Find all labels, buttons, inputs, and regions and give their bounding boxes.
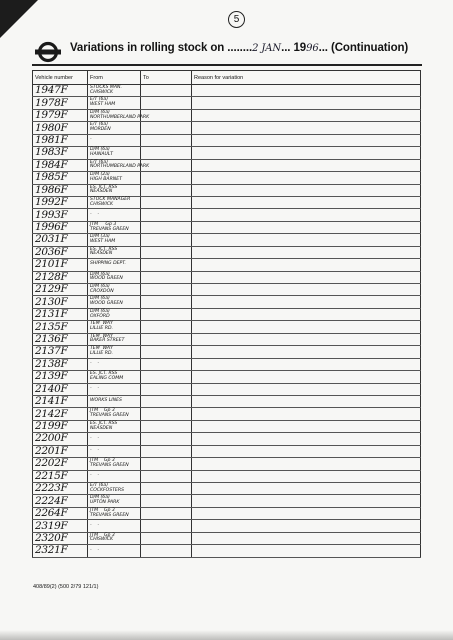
to-cell xyxy=(141,85,192,97)
from-location: - xyxy=(90,137,92,143)
from-location: D/M (3a) WEST HAM xyxy=(90,234,116,244)
reason-cell xyxy=(192,246,421,258)
vehicle-number-cell xyxy=(33,109,88,121)
from-cell xyxy=(88,532,141,544)
from-location: JTM Gp 3 TREVANS GREEN xyxy=(90,408,129,419)
to-cell xyxy=(141,184,192,196)
vehicle-number: 1984F xyxy=(35,158,68,171)
from-location: TEM WAY LILLIE RD. xyxy=(90,346,113,356)
from-location: JTM Gp 3 TREVANS GREEN xyxy=(90,507,129,518)
vehicle-number: 2101F xyxy=(35,258,68,271)
vehicle-number-cell xyxy=(33,209,88,221)
vehicle-number-cell xyxy=(33,383,88,395)
from-cell xyxy=(88,246,141,258)
vehicle-number-cell xyxy=(33,433,88,445)
vehicle-number: 1985F xyxy=(35,171,68,184)
from-cell xyxy=(88,420,141,432)
to-cell xyxy=(141,172,192,184)
reason-cell xyxy=(192,184,421,196)
vehicle-number: 2137F xyxy=(35,345,68,358)
to-cell xyxy=(141,122,192,134)
column-header-to: To xyxy=(141,71,192,85)
vehicle-number-cell xyxy=(33,196,88,208)
from-location: - - xyxy=(90,547,100,553)
reason-cell xyxy=(192,271,421,283)
to-cell xyxy=(141,321,192,333)
from-location: SHIPPING DEPT. xyxy=(90,261,127,267)
vehicle-number-cell xyxy=(33,147,88,159)
vehicle-number-cell xyxy=(33,308,88,320)
from-location: JTM Gp 3 TREVANS GREEN xyxy=(90,221,129,232)
to-cell xyxy=(141,333,192,345)
vehicle-number-cell xyxy=(33,296,88,308)
table-row xyxy=(33,321,421,333)
title-mid: ... 19 xyxy=(281,42,307,54)
from-cell xyxy=(88,296,141,308)
to-cell xyxy=(141,234,192,246)
table-row xyxy=(33,259,421,271)
vehicle-number: 2199F xyxy=(35,420,68,433)
table-row xyxy=(33,271,421,283)
from-cell xyxy=(88,520,141,532)
vehicle-number: 2128F xyxy=(35,270,68,283)
reason-cell xyxy=(192,147,421,159)
vehicle-number: 1981F xyxy=(35,133,68,146)
table-row xyxy=(33,545,421,557)
reason-cell xyxy=(192,458,421,470)
from-location: STOCK MANAGER CHISWICK xyxy=(90,196,131,207)
vehicle-number-cell xyxy=(33,495,88,507)
vehicle-number: 1992F xyxy=(35,196,68,209)
table-body xyxy=(33,85,421,558)
from-cell xyxy=(88,507,141,519)
vehicle-number-cell xyxy=(33,346,88,358)
reason-cell xyxy=(192,346,421,358)
from-location: ES. JCT. RSS EALING COMM xyxy=(90,371,124,381)
to-cell xyxy=(141,470,192,482)
table-row xyxy=(33,246,421,258)
vehicle-number: 1980F xyxy=(35,121,68,134)
from-cell xyxy=(88,134,141,146)
vehicle-number: 2141F xyxy=(35,395,68,408)
reason-cell xyxy=(192,159,421,171)
vehicle-number-cell xyxy=(33,520,88,532)
to-cell xyxy=(141,495,192,507)
from-location: - - xyxy=(90,385,100,391)
vehicle-number-cell xyxy=(33,246,88,258)
from-location: D/M (6a) CROXDON xyxy=(90,284,114,294)
from-location: - - xyxy=(90,360,100,366)
table-row xyxy=(33,495,421,507)
from-cell xyxy=(88,159,150,171)
from-location: D/M (6a) OXFORD xyxy=(90,308,110,319)
vehicle-number: 2031F xyxy=(35,233,68,246)
reason-cell xyxy=(192,545,421,557)
reason-cell xyxy=(192,284,421,296)
vehicle-number-cell xyxy=(33,221,88,233)
reason-cell xyxy=(192,259,421,271)
from-cell xyxy=(88,433,141,445)
vehicle-number: 1986F xyxy=(35,183,68,196)
table-row xyxy=(33,196,421,208)
vehicle-number-cell xyxy=(33,172,88,184)
to-cell xyxy=(141,371,192,383)
from-cell xyxy=(88,221,141,233)
vehicle-number-cell xyxy=(33,134,88,146)
vehicle-number-cell xyxy=(33,420,88,432)
column-header-from: From xyxy=(88,71,141,85)
table-row xyxy=(33,109,421,121)
title-handwritten-year: 96 xyxy=(306,43,319,54)
vehicle-number: 1983F xyxy=(35,146,68,159)
table-row xyxy=(33,433,421,445)
table-row xyxy=(33,333,421,345)
vehicle-number-cell xyxy=(33,483,88,495)
column-header-reason: Reason for variation xyxy=(192,71,421,85)
vehicle-number-cell xyxy=(33,159,88,171)
table-row xyxy=(33,209,421,221)
vehicle-number-cell xyxy=(33,271,88,283)
title-prefix: Variations in rolling stock on ........ xyxy=(70,42,253,54)
reason-cell xyxy=(192,85,421,97)
vehicle-number-cell xyxy=(33,545,88,557)
to-cell xyxy=(141,483,192,495)
vehicle-number: 2319F xyxy=(35,519,68,532)
page-number: 5 xyxy=(228,11,245,28)
table-row xyxy=(33,532,421,544)
from-cell xyxy=(88,458,141,470)
from-location: TEM WAY BAKER STREET xyxy=(90,333,125,344)
vehicle-number-cell xyxy=(33,470,88,482)
from-location: JTM Gp 3 CHISWICK xyxy=(90,532,115,543)
table-row xyxy=(33,395,421,407)
from-location: ES. JCT. RSS NEASDEN xyxy=(90,184,118,195)
table-row xyxy=(33,134,421,146)
to-cell xyxy=(141,346,192,358)
vehicle-number-cell xyxy=(33,395,88,407)
reason-cell xyxy=(192,420,421,432)
reason-cell xyxy=(192,520,421,532)
from-location: D/M (6a) NORTHUMBERLAND PARK xyxy=(90,109,150,120)
to-cell xyxy=(141,209,192,221)
from-location: TEM WAY LILLIE RD. xyxy=(90,321,113,332)
reason-cell xyxy=(192,209,421,221)
table-row xyxy=(33,122,421,134)
vehicle-number: 2135F xyxy=(35,320,68,333)
from-cell xyxy=(88,346,141,358)
table-row xyxy=(33,234,421,246)
vehicle-number: 2036F xyxy=(35,245,68,258)
to-cell xyxy=(141,383,192,395)
vehicle-number: 2215F xyxy=(35,469,68,482)
vehicle-number: 2130F xyxy=(35,295,68,308)
vehicle-number-cell xyxy=(33,97,88,109)
vehicle-number-cell xyxy=(33,184,88,196)
reason-cell xyxy=(192,495,421,507)
reason-cell xyxy=(192,333,421,345)
to-cell xyxy=(141,296,192,308)
table-row xyxy=(33,520,421,532)
to-cell xyxy=(141,134,192,146)
to-cell xyxy=(141,259,192,271)
to-cell xyxy=(141,507,192,519)
vehicle-number: 2136F xyxy=(35,332,68,345)
table-row xyxy=(33,221,421,233)
to-cell xyxy=(141,97,192,109)
from-location: STOCKS MAN. CHISWICK xyxy=(90,85,122,95)
table-row xyxy=(33,470,421,482)
table-row xyxy=(33,383,421,395)
variations-table xyxy=(32,70,421,558)
vehicle-number: 1947F xyxy=(35,84,68,97)
vehicle-number: 2223F xyxy=(35,482,68,495)
reason-cell xyxy=(192,483,421,495)
table-row xyxy=(33,147,421,159)
from-location: ES. JCT. RSS NEASDEN xyxy=(90,246,118,257)
form-code: 408/89(2) (500 2/79 121/1) xyxy=(33,584,99,590)
table-row xyxy=(33,184,421,196)
from-cell xyxy=(88,545,141,557)
from-cell xyxy=(88,97,141,109)
to-cell xyxy=(141,520,192,532)
reason-cell xyxy=(192,532,421,544)
table-row xyxy=(33,346,421,358)
reason-cell xyxy=(192,134,421,146)
reason-cell xyxy=(192,470,421,482)
from-location: D/M (6a) WOOD GREEN xyxy=(90,296,123,307)
vehicle-number: 1996F xyxy=(35,221,68,234)
vehicle-number: 2138F xyxy=(35,357,68,370)
from-location: - - xyxy=(90,435,100,441)
to-cell xyxy=(141,284,192,296)
vehicle-number: 2139F xyxy=(35,370,68,383)
from-cell xyxy=(88,109,150,121)
vehicle-number: 1979F xyxy=(35,109,68,122)
from-location: D/M (6a) HAINAULT xyxy=(90,147,113,157)
to-cell xyxy=(141,246,192,258)
reason-cell xyxy=(192,321,421,333)
table-row xyxy=(33,458,421,470)
reason-cell xyxy=(192,172,421,184)
table-row xyxy=(33,284,421,296)
scan-bottom-shadow xyxy=(0,630,453,640)
reason-cell xyxy=(192,221,421,233)
vehicle-number: 2320F xyxy=(35,531,68,544)
to-cell xyxy=(141,545,192,557)
table-row xyxy=(33,358,421,370)
from-cell xyxy=(88,333,141,345)
table-row xyxy=(33,308,421,320)
from-cell xyxy=(88,483,141,495)
vehicle-number-cell xyxy=(33,333,88,345)
table-row xyxy=(33,85,421,97)
from-location: D/M (6a) WOOD GREEN xyxy=(90,271,123,282)
from-location: - - xyxy=(90,472,100,478)
from-location: ES. JCT. RSS NEASDEN xyxy=(90,420,118,431)
to-cell xyxy=(141,408,192,420)
vehicle-number: 2201F xyxy=(35,444,68,457)
reason-cell xyxy=(192,445,421,457)
from-cell xyxy=(88,308,141,320)
reason-cell xyxy=(192,308,421,320)
reason-cell xyxy=(192,395,421,407)
roundel-logo-icon xyxy=(34,41,62,63)
table-row xyxy=(33,483,421,495)
from-cell xyxy=(88,284,141,296)
from-cell xyxy=(88,371,141,383)
from-location: E/T (6a) MORDEN xyxy=(90,122,111,133)
from-cell xyxy=(88,184,141,196)
to-cell xyxy=(141,458,192,470)
to-cell xyxy=(141,445,192,457)
table-header-row xyxy=(33,71,421,85)
vehicle-number-cell xyxy=(33,458,88,470)
table-row xyxy=(33,420,421,432)
from-cell xyxy=(88,383,141,395)
to-cell xyxy=(141,433,192,445)
from-cell xyxy=(88,234,141,246)
vehicle-number: 2224F xyxy=(35,494,68,507)
reason-cell xyxy=(192,234,421,246)
from-cell xyxy=(88,395,141,407)
from-cell xyxy=(88,321,141,333)
title-handwritten-date: 2 JAN xyxy=(252,43,282,54)
from-location: E/T (6a) COCKFOSTERS xyxy=(90,483,125,493)
from-cell xyxy=(88,271,141,283)
from-cell xyxy=(88,470,141,482)
vehicle-number-cell xyxy=(33,371,88,383)
to-cell xyxy=(141,271,192,283)
reason-cell xyxy=(192,408,421,420)
to-cell xyxy=(141,420,192,432)
header-rule xyxy=(32,64,422,66)
from-cell xyxy=(88,172,141,184)
from-location: WORKS LINES xyxy=(90,398,122,404)
table-row xyxy=(33,296,421,308)
table-row xyxy=(33,507,421,519)
from-location: E/T (6a) WEST HAM xyxy=(90,97,116,108)
table-row xyxy=(33,172,421,184)
vehicle-number: 1978F xyxy=(35,96,68,109)
from-location: D/M (6a) UPTON PARK xyxy=(90,495,120,506)
from-location: - - xyxy=(90,211,100,217)
vehicle-number-cell xyxy=(33,321,88,333)
from-cell xyxy=(88,358,141,370)
from-cell xyxy=(88,122,141,134)
reason-cell xyxy=(192,507,421,519)
from-cell xyxy=(88,408,141,420)
vehicle-number-cell xyxy=(33,358,88,370)
to-cell xyxy=(141,196,192,208)
to-cell xyxy=(141,308,192,320)
form-header xyxy=(34,37,429,67)
from-location: E/T (6a) NORTHUMBERLAND PARK xyxy=(90,159,150,170)
vehicle-number: 2264F xyxy=(35,507,68,520)
vehicle-number-cell xyxy=(33,532,88,544)
vehicle-number: 2321F xyxy=(35,544,68,557)
vehicle-number: 2140F xyxy=(35,382,68,395)
reason-cell xyxy=(192,122,421,134)
title-suffix: ... (Continuation) xyxy=(318,42,409,54)
vehicle-number: 1993F xyxy=(35,208,68,221)
table-row xyxy=(33,97,421,109)
vehicle-number: 2131F xyxy=(35,308,68,321)
column-header-vehicle: Vehicle number xyxy=(33,71,88,85)
from-location: JTM Gp 3 TREVANS GREEN xyxy=(90,458,129,468)
reason-cell xyxy=(192,109,421,121)
from-location: - - xyxy=(90,522,100,528)
vehicle-number-cell xyxy=(33,122,88,134)
from-cell xyxy=(88,495,141,507)
vehicle-number-cell xyxy=(33,408,88,420)
vehicle-number-cell xyxy=(33,445,88,457)
table-row xyxy=(33,159,421,171)
vehicle-number-cell xyxy=(33,234,88,246)
reason-cell xyxy=(192,433,421,445)
reason-cell xyxy=(192,358,421,370)
from-cell xyxy=(88,147,141,159)
table-row xyxy=(33,445,421,457)
table-row xyxy=(33,408,421,420)
from-location: D/M (2a) HIGH BARNET xyxy=(90,172,122,182)
scan-corner-shadow xyxy=(0,0,38,38)
vehicle-number: 2129F xyxy=(35,283,68,296)
reason-cell xyxy=(192,196,421,208)
vehicle-number-cell xyxy=(33,507,88,519)
from-cell xyxy=(88,196,141,208)
vehicle-number-cell xyxy=(33,85,88,97)
vehicle-number: 2202F xyxy=(35,457,68,470)
reason-cell xyxy=(192,371,421,383)
to-cell xyxy=(141,358,192,370)
vehicle-number: 2200F xyxy=(35,432,68,445)
from-cell xyxy=(88,445,141,457)
from-cell xyxy=(88,259,141,271)
from-cell xyxy=(88,85,141,97)
to-cell xyxy=(141,395,192,407)
to-cell xyxy=(141,532,192,544)
table-row xyxy=(33,371,421,383)
reason-cell xyxy=(192,296,421,308)
vehicle-number: 2142F xyxy=(35,407,68,420)
from-cell xyxy=(88,209,141,221)
to-cell xyxy=(141,221,192,233)
form-title xyxy=(70,42,430,54)
from-location: - - xyxy=(90,448,100,454)
reason-cell xyxy=(192,97,421,109)
vehicle-number-cell xyxy=(33,259,88,271)
vehicle-number-cell xyxy=(33,284,88,296)
to-cell xyxy=(141,147,192,159)
reason-cell xyxy=(192,383,421,395)
